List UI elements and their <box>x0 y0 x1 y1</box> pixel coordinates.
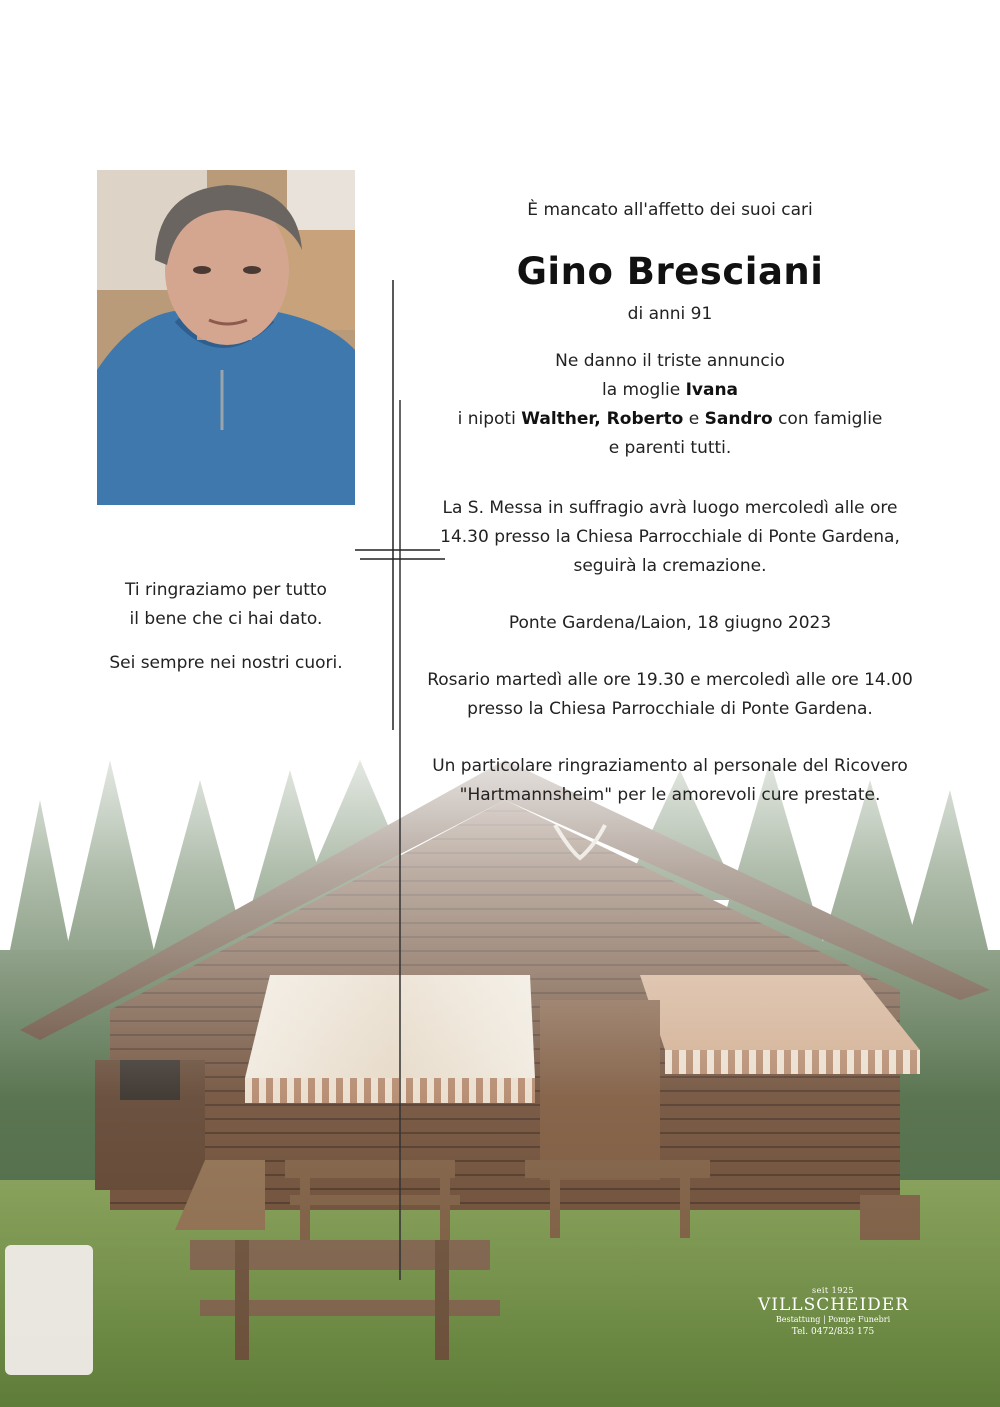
place-date: Ponte Gardena/Laion, 18 giugno 2023 <box>508 613 832 633</box>
grandchild-name: Sandro <box>704 409 773 429</box>
portrait-photo <box>97 170 355 505</box>
intro-text: È mancato all'affetto dei suoi cari <box>527 200 813 220</box>
announce-line-4: e parenti tutti. <box>608 438 732 458</box>
grandchildren-names: Walther, Roberto <box>521 409 684 429</box>
logo-since: seit 1925 <box>811 1286 854 1295</box>
mass-line-3: seguirà la cremazione. <box>573 556 767 576</box>
thanks-block <box>420 752 920 810</box>
logo-phone: Tel. 0472/833 175 <box>791 1327 875 1337</box>
remembrance-line-2: il bene che ci hai dato. <box>129 609 323 629</box>
logo-subtitle: Bestattung | Pompe Funebri <box>775 1315 891 1324</box>
deceased-name: Gino Bresciani <box>516 250 824 293</box>
rosary-line-2: presso la Chiesa Parrocchiale di Ponte Gardena. <box>467 699 873 719</box>
mass-block <box>420 494 920 581</box>
remembrance-line-1: Ti ringraziamo per tutto <box>125 580 327 600</box>
announce-line-3: i nipoti Walther, Roberto e Sandro con famiglie <box>457 409 883 429</box>
remembrance-line-3: Sei sempre nei nostri cuori. <box>109 653 343 673</box>
logo-brand: VILLSCHEIDER <box>758 1295 910 1315</box>
announce-line-2: la moglie Ivana <box>601 380 739 400</box>
thanks-line-1: Un particolare ringraziamento al personale del Ricovero <box>432 756 908 776</box>
funeral-home-logo <box>758 1286 908 1337</box>
mass-line-1: La S. Messa in suffragio avrà luogo mercoledì alle ore <box>442 498 898 518</box>
mass-line-2: 14.30 presso la Chiesa Parrocchiale di Ponte Gardena, <box>440 527 900 547</box>
rosary-line-1: Rosario martedì alle ore 19.30 e mercoledì alle ore 14.00 <box>427 670 913 690</box>
wife-name: Ivana <box>685 380 739 400</box>
announcement-block <box>420 347 920 463</box>
remembrance-text <box>97 576 355 634</box>
announce-line-1: Ne danno il triste annuncio <box>555 351 785 371</box>
thanks-line-2: "Hartmannsheim" per le amorevoli cure prestate. <box>459 785 881 805</box>
rosary-block <box>420 666 920 724</box>
age-text: di anni 91 <box>627 304 713 324</box>
